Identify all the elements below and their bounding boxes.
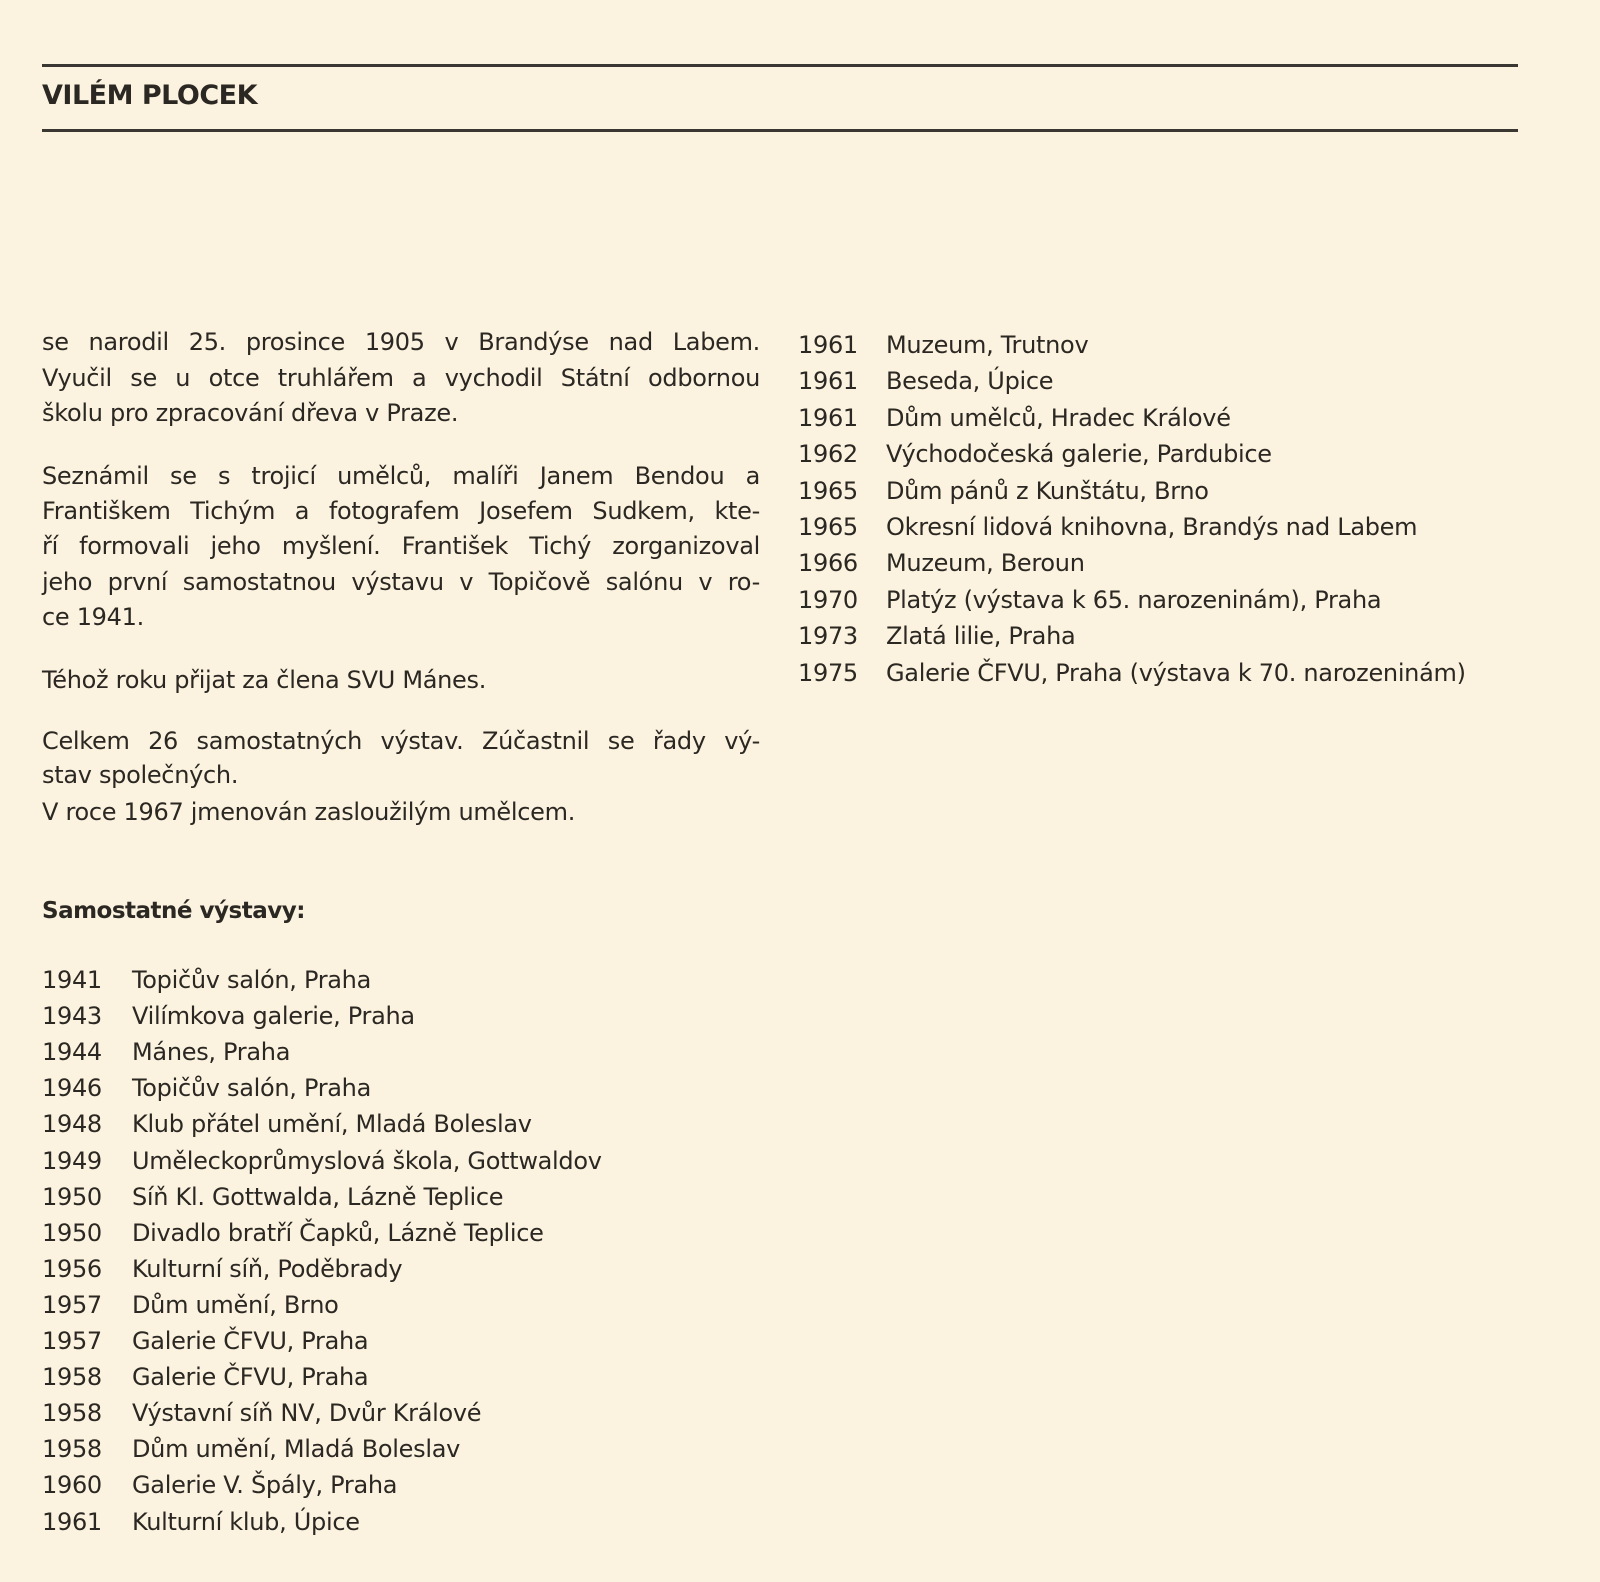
exhibition-year: 1960 (42, 1471, 102, 1500)
exhibition-year: 1957 (42, 1290, 102, 1319)
exhibition-year: 1970 (798, 585, 858, 614)
exhibition-place: Platýz (výstava k 65. narozeninám), Praha (886, 585, 1382, 614)
exhibition-year: 1950 (42, 1182, 102, 1211)
exhibition-year: 1975 (798, 658, 858, 687)
exhibition-place: Galerie ČFVU, Praha (výstava k 70. narozeninám) (886, 658, 1466, 687)
exhibition-place: Mánes, Praha (132, 1038, 291, 1067)
exhibition-year: 1961 (798, 367, 858, 396)
exhibition-year: 1961 (42, 1507, 102, 1536)
bio-line: Seznámil se s trojicí umělců, malíři Janem Bendou a (42, 462, 760, 490)
bio-line: jeho první samostatnou výstavu v Topičově salónu v ro- (42, 568, 760, 596)
exhibition-place: Topičův salón, Praha (132, 966, 371, 994)
page-title: VILÉM PLOCEK (42, 80, 258, 111)
exhibition-place: Beseda, Úpice (886, 367, 1054, 396)
exhibition-year: 1949 (42, 1146, 102, 1175)
exhibition-year: 1943 (42, 1002, 102, 1031)
bio-line: Téhož roku přijat za člena SVU Mánes. (42, 666, 487, 694)
exhibition-year: 1944 (42, 1038, 102, 1067)
exhibition-place: Muzeum, Trutnov (886, 331, 1089, 359)
exhibition-year: 1948 (42, 1110, 102, 1139)
exhibition-year: 1965 (798, 513, 858, 541)
exhibition-year: 1958 (42, 1363, 102, 1392)
exhibition-place: Východočeská galerie, Pardubice (886, 440, 1272, 469)
exhibition-place: Dům pánů z Kunštátu, Brno (886, 476, 1209, 505)
title-rule (42, 129, 1518, 132)
bio-line: Vyučil se u otce truhlářem a vychodil Státní odbornou (42, 364, 760, 392)
exhibition-year: 1961 (798, 403, 858, 432)
bio-line: Celkem 26 samostatných výstav. Zúčastnil se řady vý- (42, 727, 760, 755)
exhibition-place: Dům umělců, Hradec Králové (886, 403, 1231, 432)
exhibitions-heading: Samostatné výstavy: (42, 898, 305, 924)
exhibition-place: Síň Kl. Gottwalda, Lázně Teplice (132, 1182, 504, 1211)
exhibition-place: Galerie V. Špály, Praha (132, 1471, 398, 1500)
exhibition-place: Dům umění, Brno (132, 1290, 339, 1319)
exhibition-place: Kulturní síň, Poděbrady (132, 1254, 403, 1283)
exhibition-place: Divadlo bratří Čapků, Lázně Teplice (132, 1218, 544, 1247)
top-rule (42, 64, 1518, 67)
exhibition-year: 1957 (42, 1327, 102, 1355)
exhibition-year: 1965 (798, 476, 858, 505)
exhibition-place: Vilímkova galerie, Praha (132, 1002, 415, 1031)
bio-line: Františkem Tichým a fotografem Josefem Sudkem, kte- (42, 497, 760, 525)
exhibition-place: Zlatá lilie, Praha (886, 622, 1076, 651)
exhibition-place: Uměleckoprůmyslová škola, Gottwaldov (132, 1146, 602, 1175)
exhibition-year: 1961 (798, 331, 858, 359)
exhibition-year: 1946 (42, 1074, 102, 1103)
bio-line: školu pro zpracování dřeva v Praze. (42, 399, 459, 427)
exhibition-year: 1962 (798, 440, 858, 469)
exhibition-year: 1941 (42, 966, 102, 994)
exhibition-place: Topičův salón, Praha (132, 1074, 371, 1103)
exhibition-year: 1950 (42, 1218, 102, 1247)
exhibition-year: 1966 (798, 549, 858, 578)
bio-line: V roce 1967 jmenován zasloužilým umělcem. (42, 798, 576, 826)
exhibition-place: Kulturní klub, Úpice (132, 1507, 360, 1536)
exhibition-place: Klub přátel umění, Mladá Boleslav (132, 1110, 532, 1139)
exhibition-place: Muzeum, Beroun (886, 549, 1085, 578)
bio-line: ce 1941. (42, 603, 144, 631)
exhibition-place: Okresní lidová knihovna, Brandýs nad Labem (886, 513, 1418, 541)
exhibition-year: 1958 (42, 1399, 102, 1428)
bio-line: se narodil 25. prosince 1905 v Brandýse nad Labem. (42, 328, 760, 356)
exhibition-year: 1956 (42, 1254, 102, 1283)
exhibition-place: Dům umění, Mladá Boleslav (132, 1435, 461, 1464)
exhibition-place: Výstavní síň NV, Dvůr Králové (132, 1399, 482, 1428)
bio-line: stav společných. (42, 761, 239, 789)
bio-line: ří formovali jeho myšlení. František Tichý zorganizoval (42, 532, 760, 560)
exhibition-place: Galerie ČFVU, Praha (132, 1363, 369, 1392)
exhibition-place: Galerie ČFVU, Praha (132, 1327, 369, 1355)
exhibition-year: 1958 (42, 1435, 102, 1464)
exhibition-year: 1973 (798, 622, 858, 651)
